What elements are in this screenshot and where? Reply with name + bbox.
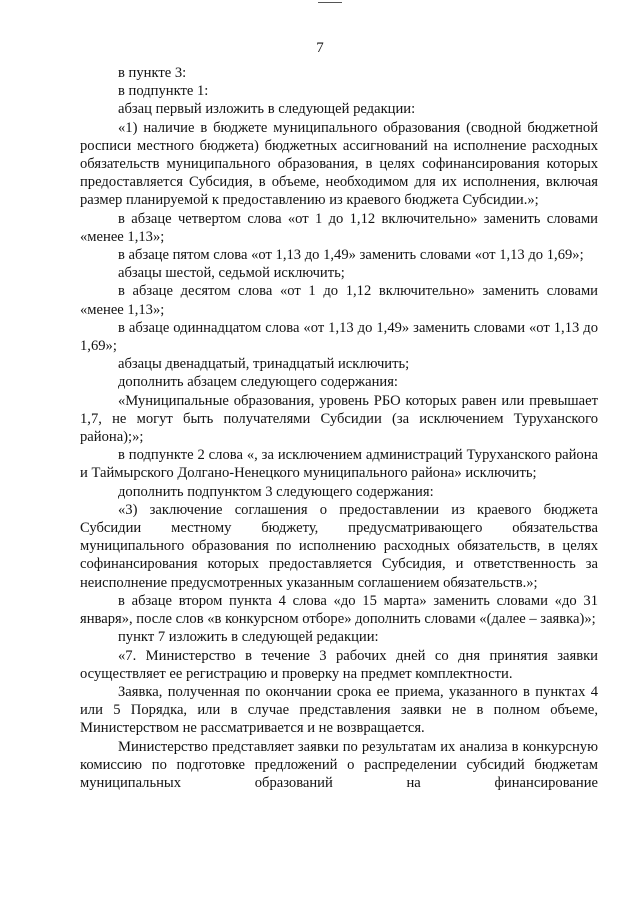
paragraph: дополнить абзацем следующего содержания: — [118, 374, 398, 391]
paragraph: «7. Министерство в течение 3 рабочих дней со дня принятия заявки осуществляет ее регистрацию и проверку на предмет комплектности. — [80, 647, 598, 682]
paragraph: дополнить подпунктом 3 следующего содержания: — [118, 483, 434, 500]
paragraph: в абзаце одиннадцатом слова «от 1,13 до 1,49» заменить словами «от 1,13 до 1,69»; — [80, 319, 598, 355]
paragraph: абзац первый изложить в следующей редакции: — [118, 101, 416, 118]
paragraph: абзацы шестой, седьмой исключить; — [118, 265, 345, 282]
paragraph: в подпункте 1: — [118, 83, 209, 100]
paragraph: в пункте 3: — [118, 65, 187, 81]
paragraph: в абзаце втором пункта 4 слова «до 15 марта» заменить словами «до 31 января», после слов «в конкурсном отборе» дополнить словами «(далее – заявка)»; — [80, 592, 598, 628]
paragraph: «1) наличие в бюджете муниципального образования (сводной бюджетной росписи местного бюджета) бюджетных ассигнований на исполнение расходных обязательств муниципального образования, в целях софинансирования которых предоставляется Субсидия, в объеме, необходимом для их исполнения, включая размер планируемой к предоставлению из краевого бюджета Субсидии.»; — [80, 119, 598, 209]
document-body — [80, 64, 598, 792]
paragraph: в подпункте 2 слова «, за исключением администраций Туруханского района и Таймырского Долгано-Ненецкого муниципального района» исключить; — [80, 447, 598, 482]
paragraph: абзацы двенадцатый, тринадцатый исключить; — [118, 356, 410, 373]
paragraph: в абзаце пятом слова «от 1,13 до 1,49» заменить словами «от 1,13 до 1,69»; — [118, 247, 584, 264]
paragraph: Министерство представляет заявки по результатам их анализа в конкурсную комиссию по подготовке предложений о распределении субсидий бюджетам муниципальных образований на финансирование — [80, 738, 598, 791]
paragraph: пункт 7 изложить в следующей редакции: — [118, 629, 379, 646]
paragraph: «3) заключение соглашения о предоставлении из краевого бюджета Субсидии местному бюджету, предусматривающего обязательства муниципального образования по исполнению расходных обязательств, в целях софинансирования которых предоставляется Субсидия, и ответственность за неисполнение предусмотренных указанным соглашением обязательств.»; — [80, 501, 598, 591]
top-rule — [318, 2, 342, 3]
paragraph: «Муниципальные образования, уровень РБО которых равен или превышает 1,7, не могут быть получателями Субсидии (за исключением Туруханского района);»; — [80, 392, 598, 446]
paragraph: в абзаце четвертом слова «от 1 до 1,12 включительно» заменить словами «менее 1,13»; — [80, 210, 598, 245]
page-number: 7 — [316, 40, 324, 56]
paragraph: в абзаце десятом слова «от 1 до 1,12 включительно» заменить словами «менее 1,13»; — [80, 283, 598, 318]
paragraph: Заявка, полученная по окончании срока ее приема, указанного в пунктах 4 или 5 Порядка, или в случае представления заявки не в полном объеме, Министерством не рассматривается и не возвращается. — [80, 683, 598, 737]
